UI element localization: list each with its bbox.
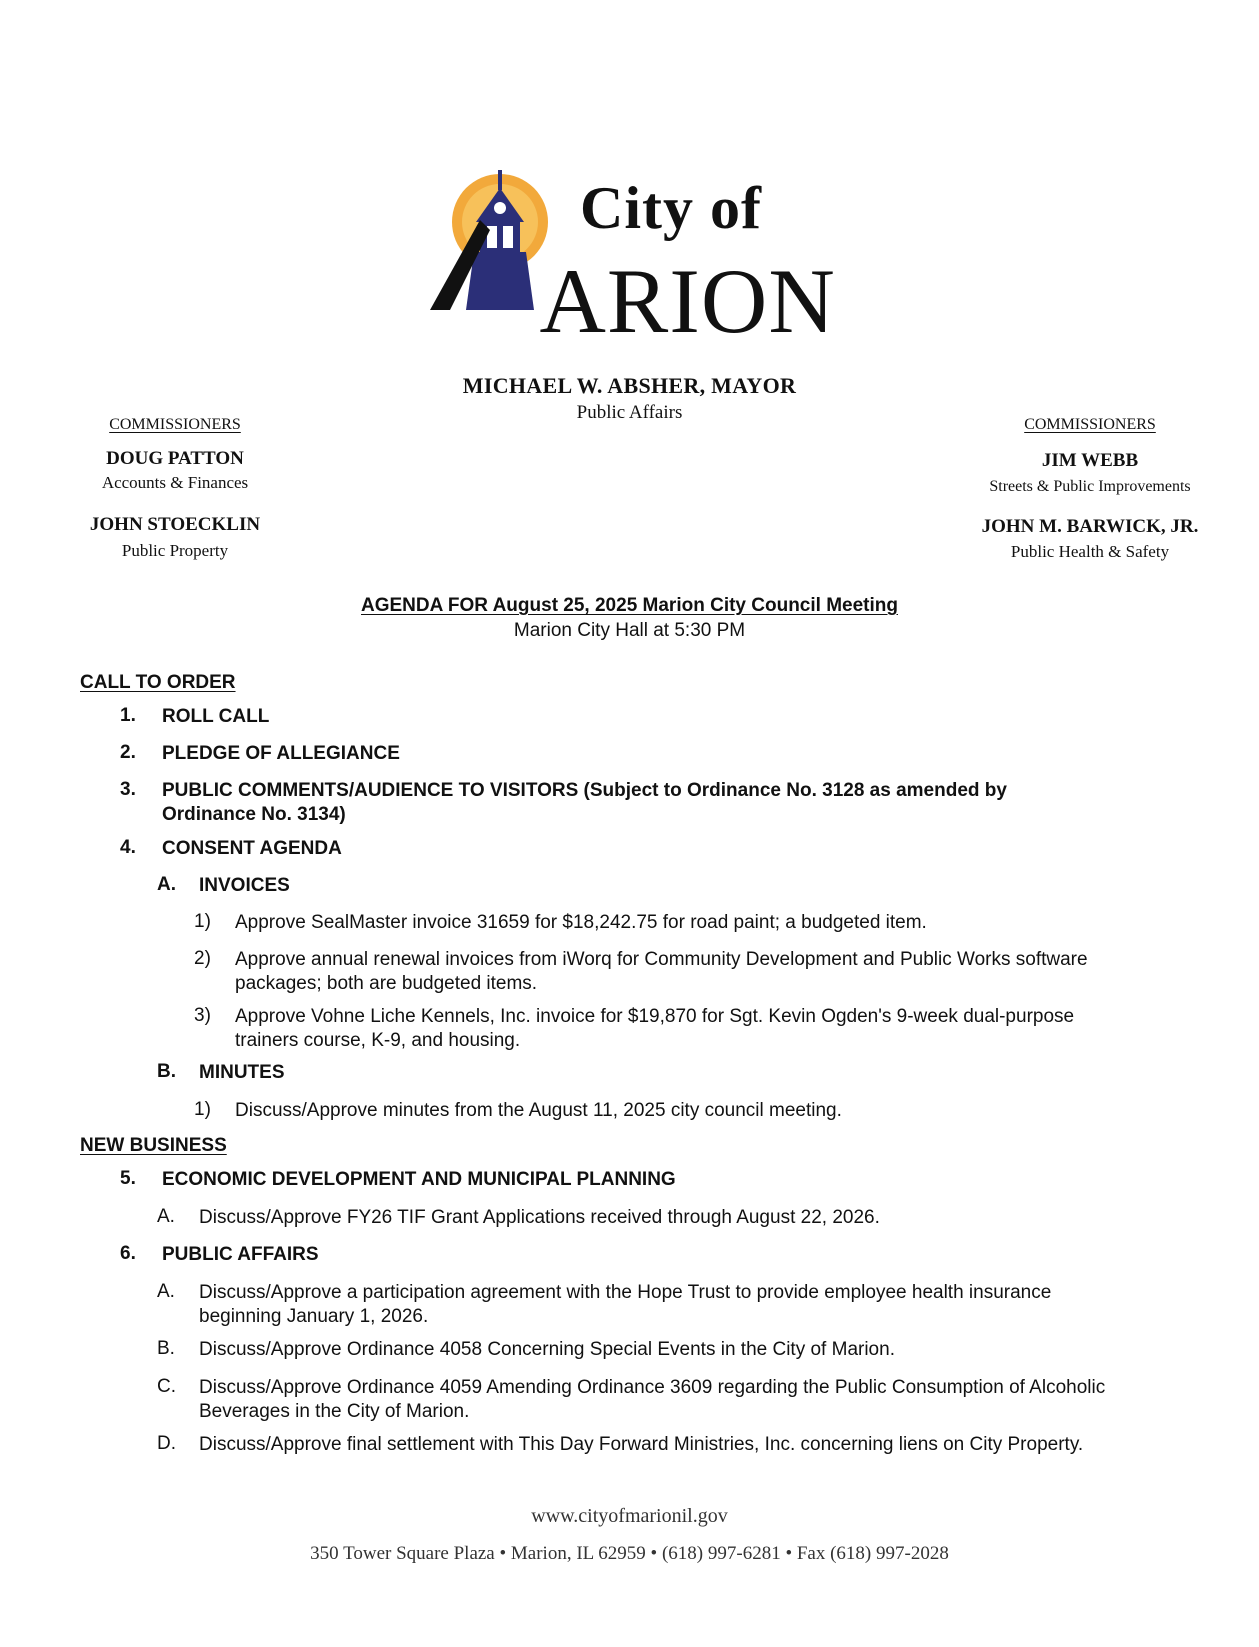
item-number: 1) (194, 1099, 211, 1120)
section-call-to-order: CALL TO ORDER (80, 672, 236, 693)
agenda-item-4 (120, 837, 1220, 863)
item-text-line2: trainers course, K-9, and housing. (235, 1030, 521, 1051)
item-number: C. (157, 1376, 176, 1397)
agenda-item-6d (157, 1433, 1247, 1459)
mayor-name: MICHAEL W. ABSHER, MAYOR (462, 373, 797, 398)
item-text-line2: Beverages in the City of Marion. (199, 1401, 470, 1422)
item-number: 5. (120, 1168, 136, 1189)
commissioner-role-streets: Streets & Public Improvements (989, 478, 1191, 495)
agenda-item-4b1 (194, 1099, 1224, 1125)
section-new-business: NEW BUSINESS (80, 1135, 227, 1156)
agenda-item-5 (120, 1168, 1220, 1194)
item-text-line2: packages; both are budgeted items. (235, 973, 538, 994)
footer-website-link[interactable]: www.cityofmarionil.gov (531, 1505, 728, 1527)
commissioner-name-john-barwick: JOHN M. BARWICK, JR. (981, 516, 1199, 537)
commissioners-right-label: COMMISSIONERS (1024, 416, 1156, 433)
item-text-line1: PUBLIC COMMENTS/AUDIENCE TO VISITORS (Subject to Ordinance No. 3128 as amended by (162, 780, 1007, 801)
agenda-item-4a2 (194, 948, 1224, 1000)
logo-marion-rest: ARION (539, 250, 836, 352)
item-text: CONSENT AGENDA (162, 838, 342, 859)
item-number: A. (157, 1281, 175, 1302)
agenda-item-4b (157, 1061, 1217, 1087)
item-text: Discuss/Approve FY26 TIF Grant Applications received through August 22, 2026. (199, 1207, 880, 1228)
commissioner-name-jim-webb: JIM WEBB (1041, 450, 1139, 471)
agenda-item-5a (157, 1206, 1217, 1232)
item-text: MINUTES (199, 1062, 285, 1083)
agenda-subtitle: Marion City Hall at 5:30 PM (513, 620, 746, 641)
commissioners-left-label: COMMISSIONERS (109, 416, 241, 433)
agenda-item-4a1 (194, 911, 1224, 937)
agenda-item-6 (120, 1243, 1220, 1269)
item-text-line1: Discuss/Approve a participation agreement with the Hope Trust to provide employee health insurance (199, 1282, 1052, 1303)
item-text-line2: Ordinance No. 3134) (162, 804, 346, 825)
item-text: Discuss/Approve Ordinance 4058 Concerning Special Events in the City of Marion. (199, 1339, 895, 1360)
item-number: 3. (120, 779, 136, 800)
item-number: 2. (120, 742, 136, 763)
item-number: 1. (120, 705, 136, 726)
item-text: ECONOMIC DEVELOPMENT AND MUNICIPAL PLANNING (162, 1169, 676, 1190)
commissioner-name-john-stoecklin: JOHN STOECKLIN (89, 514, 261, 535)
item-text: PLEDGE OF ALLEGIANCE (162, 743, 400, 764)
agenda-title: AGENDA FOR August 25, 2025 Marion City Council Meeting (361, 595, 898, 616)
mayor-role: Public Affairs (576, 402, 683, 423)
item-number: 2) (194, 948, 211, 969)
item-text-line1: Discuss/Approve Ordinance 4059 Amending Ordinance 3609 regarding the Public Consumption of Alcoholic (199, 1377, 1106, 1398)
item-text: Approve SealMaster invoice 31659 for $18,242.75 for road paint; a budgeted item. (235, 912, 927, 933)
item-number: A. (157, 1206, 175, 1227)
item-number: 3) (194, 1005, 211, 1026)
logo-marion-text (430, 222, 836, 362)
agenda-item-2 (120, 742, 1220, 768)
item-number: 1) (194, 911, 211, 932)
agenda-item-4a3 (194, 1005, 1224, 1057)
item-text: INVOICES (199, 875, 290, 896)
agenda-item-6a (157, 1281, 1237, 1333)
agenda-item-1 (120, 705, 1220, 731)
item-text: ROLL CALL (162, 706, 270, 727)
city-logo (430, 160, 840, 352)
footer-address: 350 Tower Square Plaza • Marion, IL 62959 • (618) 997-6281 • Fax (618) 997-2028 (310, 1543, 949, 1564)
item-text: Discuss/Approve minutes from the August 11, 2025 city council meeting. (235, 1100, 842, 1121)
commissioner-role-public-health: Public Health & Safety (1010, 542, 1170, 561)
commissioner-role-accounts: Accounts & Finances (101, 473, 249, 492)
item-text: PUBLIC AFFAIRS (162, 1244, 319, 1265)
commissioner-name-doug-patton: DOUG PATTON (106, 448, 244, 469)
logo-city-of-text: City of (580, 175, 762, 241)
agenda-item-3 (120, 779, 1220, 831)
item-number: 4. (120, 837, 136, 858)
agenda-item-6c (157, 1376, 1247, 1428)
item-text-line2: beginning January 1, 2026. (199, 1306, 429, 1327)
item-text-line1: Approve Vohne Liche Kennels, Inc. invoice for $19,870 for Sgt. Kevin Ogden's 9-week dual-purpose (235, 1006, 1075, 1027)
item-number: B. (157, 1338, 175, 1359)
item-text-line1: Approve annual renewal invoices from iWorq for Community Development and Public Works software (235, 949, 1088, 970)
agenda-item-6b (157, 1338, 1237, 1364)
logo-marion-initial (430, 224, 539, 359)
item-text: Discuss/Approve final settlement with This Day Forward Ministries, Inc. concerning liens on City Property. (199, 1434, 1084, 1455)
item-number: 6. (120, 1243, 136, 1264)
item-number: D. (157, 1433, 176, 1454)
item-number: A. (157, 874, 176, 895)
item-number: B. (157, 1061, 176, 1082)
agenda-item-4a (157, 874, 1217, 900)
commissioner-role-public-property: Public Property (121, 541, 229, 560)
